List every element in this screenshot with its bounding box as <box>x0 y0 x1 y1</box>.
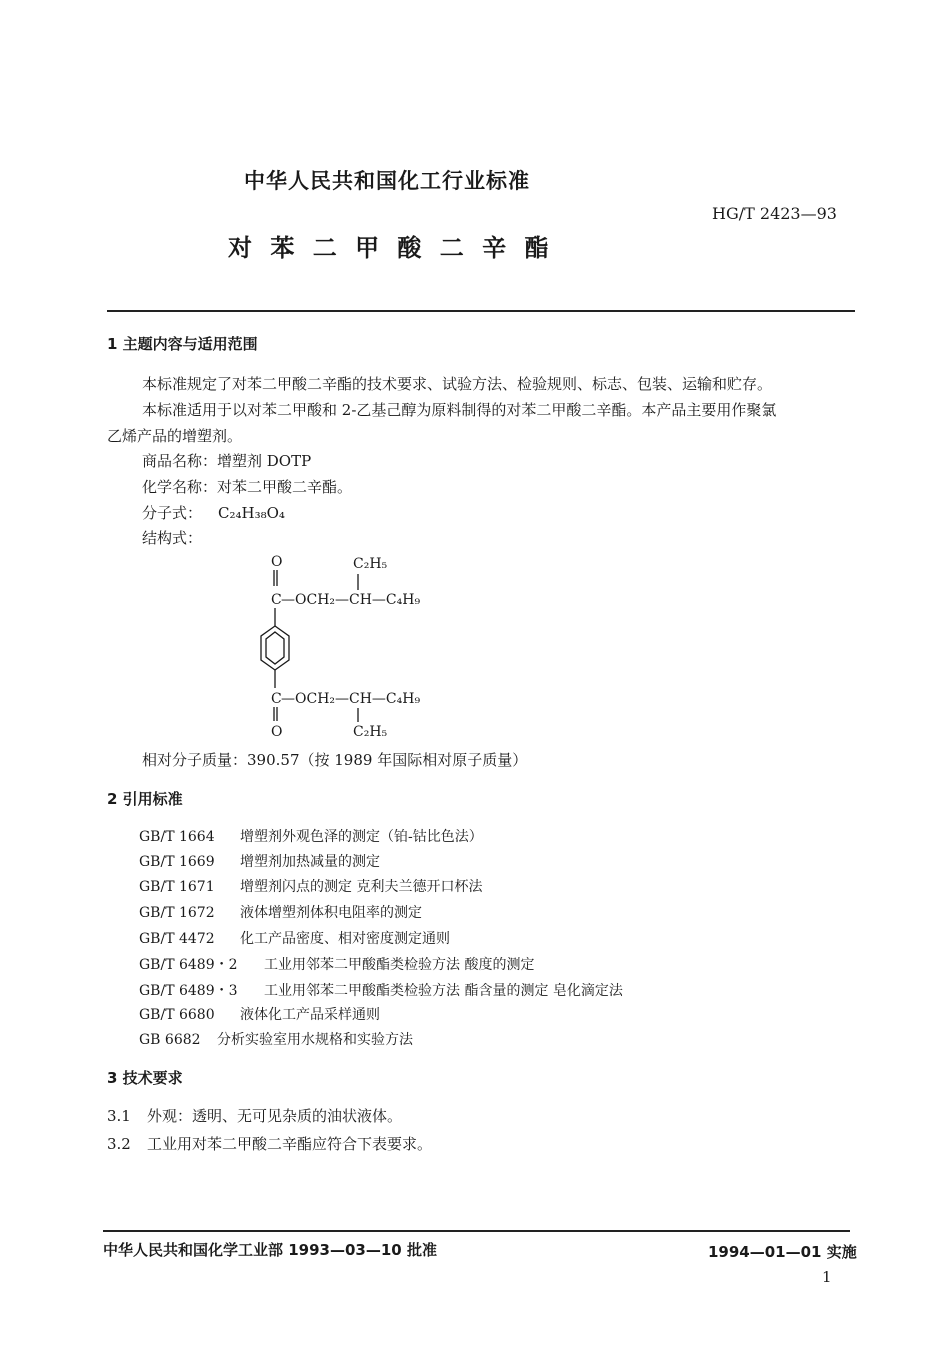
section-1-para-1: 本标准规定了对苯二甲酸二辛酯的技术要求、试验方法、检验规则、标志、包装、运输和贮存。 <box>142 375 773 393</box>
reference-code: GB/T 1669 <box>139 854 215 870</box>
reference-code: GB/T 6680 <box>139 1007 215 1023</box>
section-2-heading: 2 引用标准 <box>107 790 183 808</box>
ethyl-group-top: C₂H₅ <box>353 556 388 572</box>
molecular-mass: 相对分子质量：390.57（按 1989 年国际相对原子质量） <box>142 751 528 769</box>
document-title: 对 苯 二 甲 酸 二 辛 酯 <box>228 234 554 262</box>
reference-code: GB 6682 <box>139 1032 201 1048</box>
ethyl-group-bottom: C₂H₅ <box>353 724 388 740</box>
page-number: 1 <box>822 1268 832 1286</box>
effective-date: 1994—01—01 实施 <box>708 1243 857 1261</box>
section-3-heading: 3 技术要求 <box>107 1069 183 1087</box>
trade-name: 商品名称：增塑剂 DOTP <box>142 452 312 470</box>
chemical-name: 化学名称：对苯二甲酸二辛酯。 <box>142 478 353 496</box>
carbon-top: C <box>271 592 282 608</box>
molecular-formula: C₂₄H₃₈O₄ <box>218 504 285 522</box>
reference-title: 工业用邻苯二甲酸酯类检验方法 酯含量的测定 皂化滴定法 <box>264 983 623 999</box>
structural-formula <box>245 548 455 740</box>
reference-title: 分析实验室用水规格和实验方法 <box>217 1032 413 1048</box>
issuer-line: 中华人民共和国化学工业部 1993—03—10 批准 <box>103 1241 437 1259</box>
reference-code: GB/T 1671 <box>139 879 215 895</box>
carbonyl-oxygen-bottom: O <box>271 724 283 740</box>
ester-chain-top: —OCH₂—CH—C₄H₉ <box>281 592 421 608</box>
reference-title: 增塑剂闪点的测定 克利夫兰德开口杯法 <box>240 879 483 895</box>
reference-title: 工业用邻苯二甲酸酯类检验方法 酸度的测定 <box>264 957 535 973</box>
reference-code: GB/T 6489・2 <box>139 957 238 973</box>
reference-code: GB/T 1672 <box>139 905 215 921</box>
footer-rule <box>103 1230 850 1232</box>
standard-number: HG/T 2423—93 <box>712 204 837 223</box>
header-rule <box>107 310 855 312</box>
reference-title: 液体化工产品采样通则 <box>240 1007 380 1023</box>
formula-label: 分子式： <box>142 504 203 522</box>
section-1-para-2-line-1: 本标准适用于以对苯二甲酸和 2-乙基己醇为原料制得的对苯二甲酸二辛酯。本产品主要用作聚氯 <box>142 401 777 419</box>
reference-title: 液体增塑剂体积电阻率的测定 <box>240 905 422 921</box>
reference-code: GB/T 1664 <box>139 829 215 845</box>
carbonyl-oxygen-top: O <box>271 554 283 570</box>
reference-title: 化工产品密度、相对密度测定通则 <box>240 931 450 947</box>
item-3-2-text: 工业用对苯二甲酸二辛酯应符合下表要求。 <box>147 1135 433 1153</box>
reference-code: GB/T 6489・3 <box>139 983 238 999</box>
carbon-bottom: C <box>271 691 282 707</box>
ester-chain-bottom: —OCH₂—CH—C₄H₉ <box>281 691 421 707</box>
item-3-1-text: 外观：透明、无可见杂质的油状液体。 <box>147 1107 403 1125</box>
structure-label: 结构式： <box>142 529 203 547</box>
reference-title: 增塑剂加热减量的测定 <box>240 854 380 870</box>
section-1-heading: 1 主题内容与适用范围 <box>107 335 258 353</box>
item-3-2-number: 3.2 <box>107 1135 131 1153</box>
item-3-1-number: 3.1 <box>107 1107 131 1125</box>
reference-title: 增塑剂外观色泽的测定（铂-钴比色法） <box>240 829 483 845</box>
benzene-ring-inner <box>266 632 284 664</box>
section-1-para-2-line-2: 乙烯产品的增塑剂。 <box>107 427 243 445</box>
reference-code: GB/T 4472 <box>139 931 215 947</box>
org-title: 中华人民共和国化工行业标准 <box>244 169 530 193</box>
